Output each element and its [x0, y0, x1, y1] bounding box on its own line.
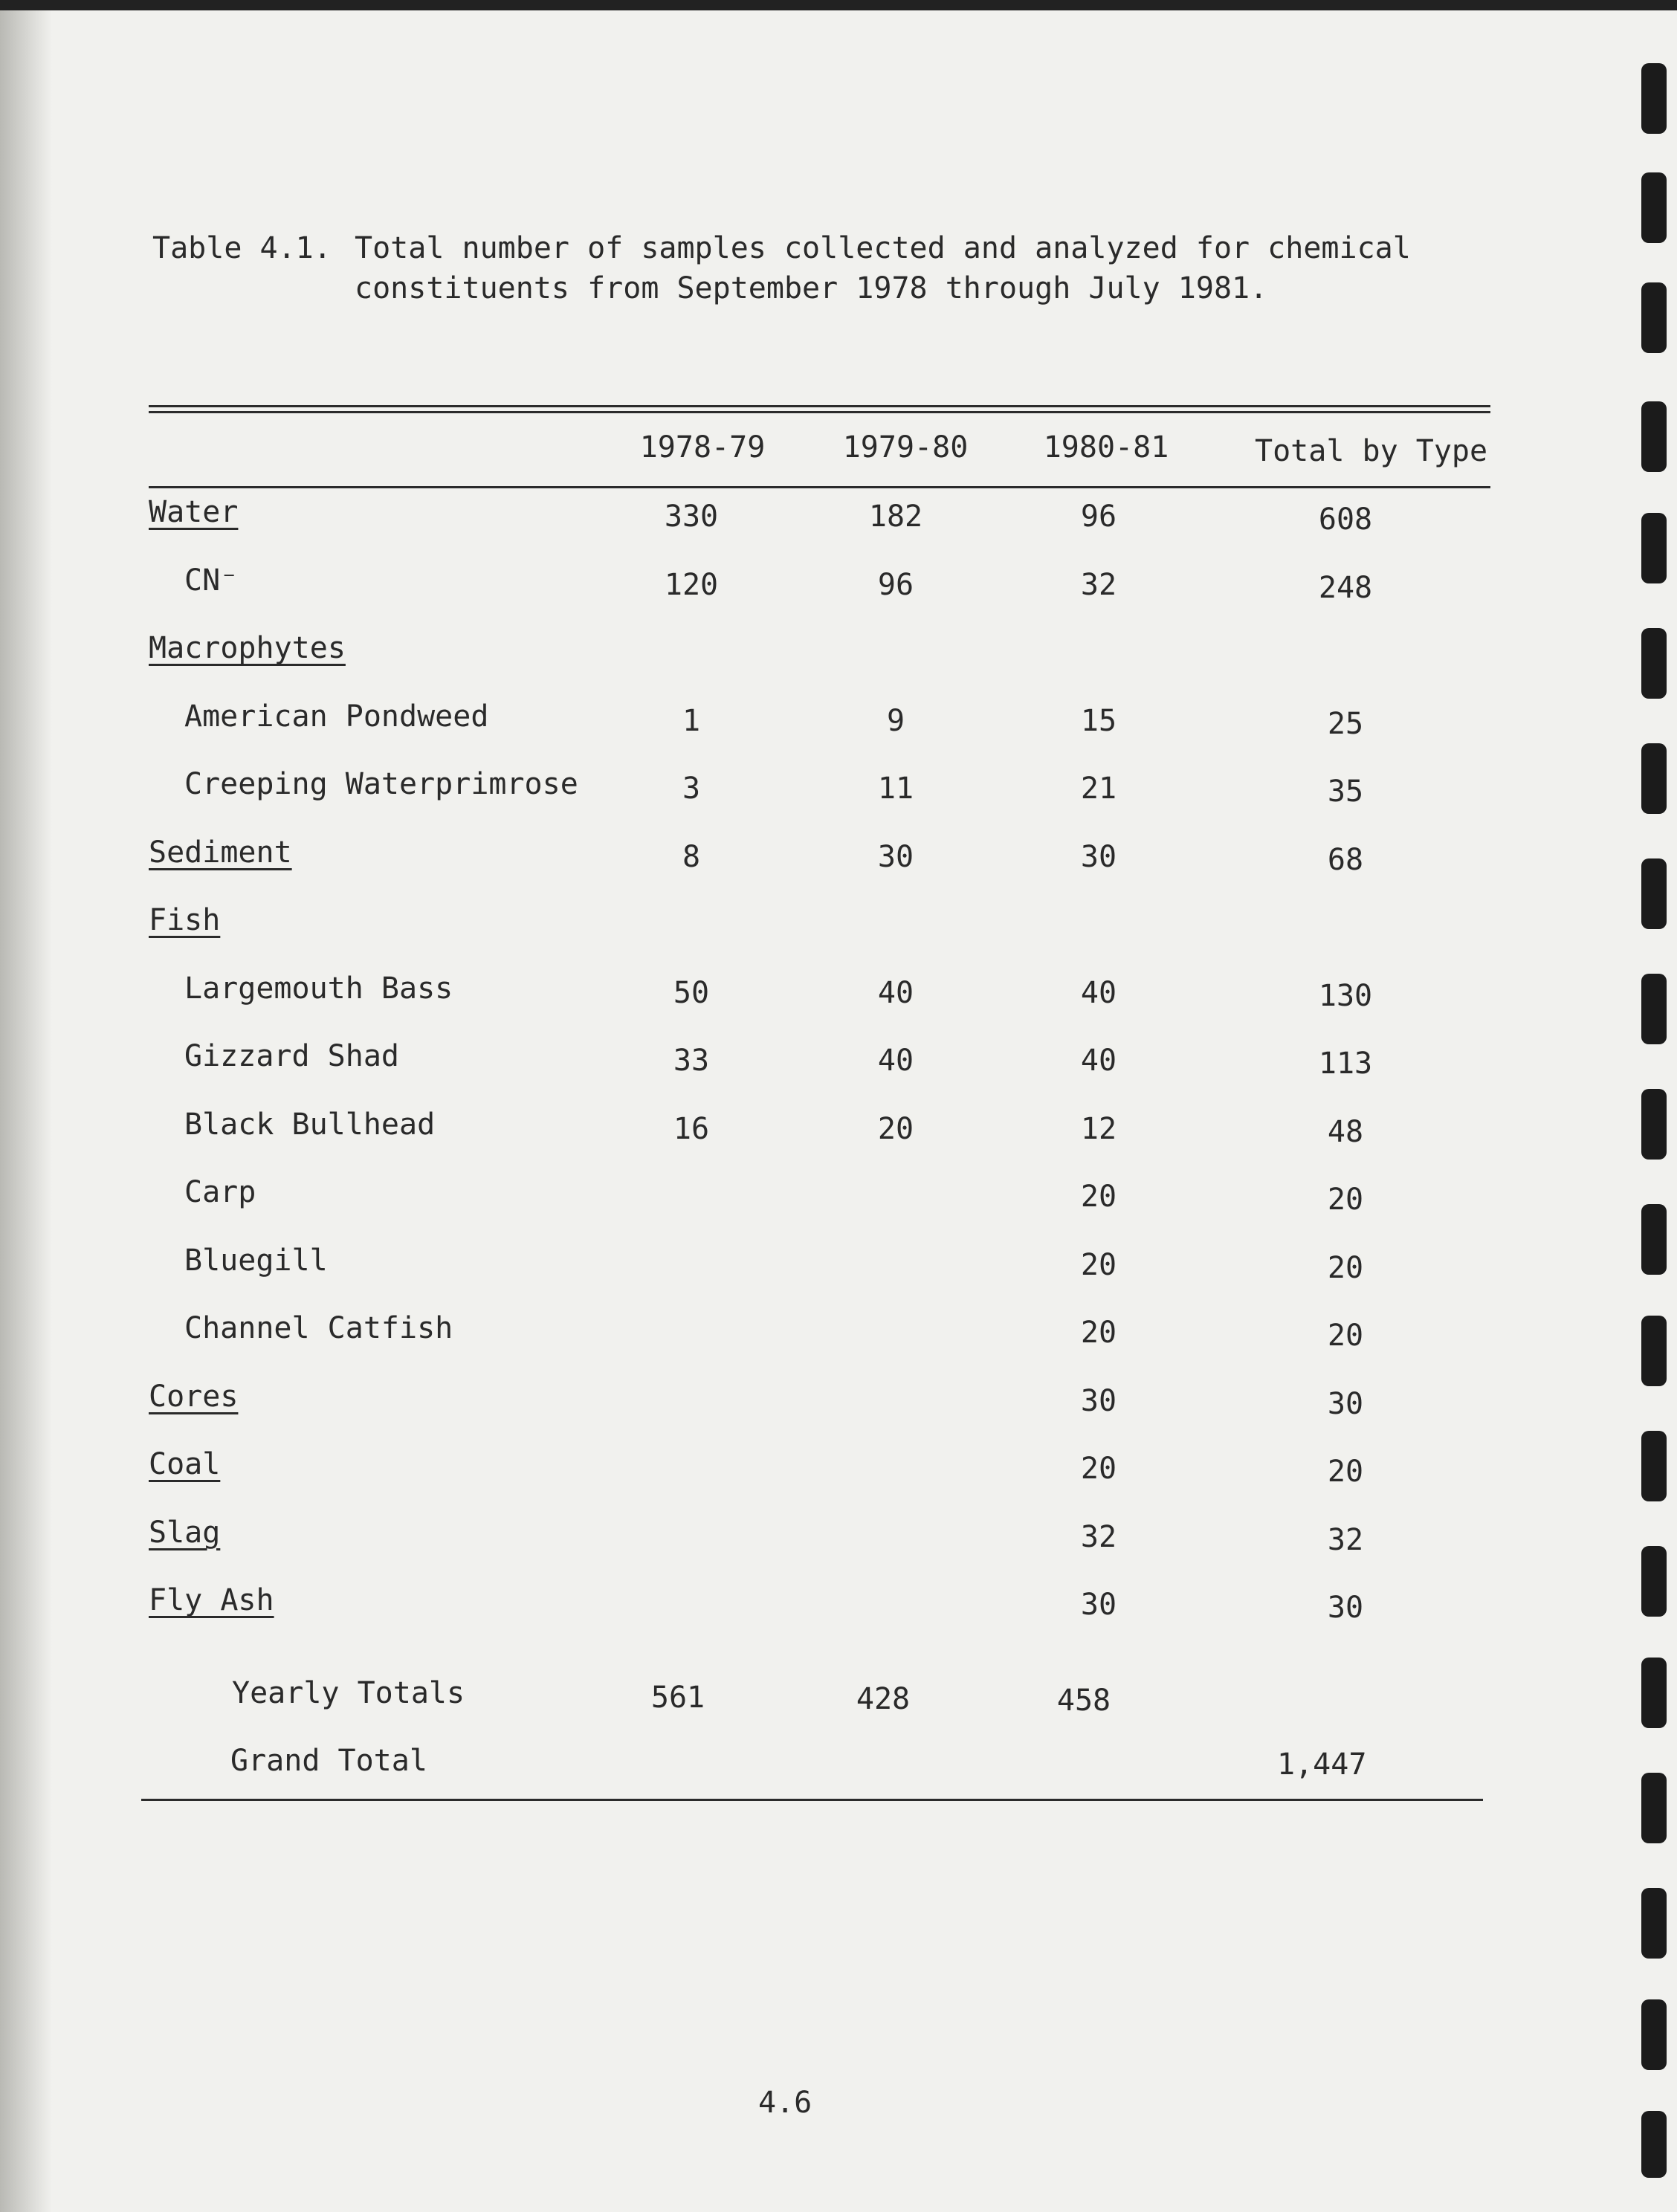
grand-total-label: Grand Total	[230, 1744, 427, 1778]
row-total-cell: 35	[1327, 774, 1364, 809]
row-total-cell: 68	[1327, 843, 1364, 877]
table-top-rule	[149, 405, 1490, 407]
row-year-cell: 30	[1080, 840, 1117, 874]
yearly-total-1980-81: 458	[1056, 1684, 1111, 1718]
row-item-label: Bluegill	[184, 1244, 328, 1278]
row-year-cell: 40	[877, 1044, 914, 1078]
row-item-label: Gizzard Shad	[184, 1039, 399, 1073]
binder-hole	[1641, 1888, 1667, 1959]
row-year-cell: 96	[877, 568, 914, 602]
row-item-label: Largemouth Bass	[184, 971, 453, 1006]
row-item-label: Black Bullhead	[184, 1107, 436, 1142]
yearly-total-1978-79: 561	[650, 1681, 705, 1715]
binder-hole	[1641, 1204, 1667, 1275]
row-year-cell: 11	[877, 772, 914, 806]
header-bottom-rule	[149, 486, 1490, 488]
binder-hole	[1641, 974, 1667, 1044]
table-caption	[152, 229, 1411, 422]
row-category-label: Sediment	[149, 835, 292, 870]
row-year-cell: 32	[1080, 1520, 1117, 1554]
header-1978-79: 1978-79	[639, 430, 766, 465]
binder-hole	[1641, 858, 1667, 929]
row-total-cell: 113	[1318, 1047, 1373, 1081]
yearly-total-1979-80: 428	[856, 1682, 911, 1716]
row-year-cell: 15	[1080, 704, 1117, 738]
row-year-cell: 12	[1080, 1112, 1117, 1146]
row-year-cell: 30	[877, 840, 914, 874]
row-year-cell: 21	[1080, 772, 1117, 806]
caption-label: Table 4.1.	[152, 231, 332, 265]
row-year-cell: 120	[664, 568, 719, 602]
row-year-cell: 32	[1080, 568, 1117, 602]
row-category-label: Fly Ash	[149, 1583, 274, 1617]
table-bottom-rule	[141, 1799, 1483, 1801]
row-total-cell: 30	[1327, 1591, 1364, 1625]
binder-hole	[1641, 1658, 1667, 1728]
binder-hole	[1641, 1999, 1667, 2070]
row-total-cell: 30	[1327, 1387, 1364, 1421]
row-item-label: Creeping Waterprimrose	[184, 767, 578, 801]
row-total-cell: 130	[1318, 979, 1373, 1013]
yearly-totals-label: Yearly Totals	[232, 1676, 465, 1710]
row-year-cell: 330	[664, 499, 719, 534]
row-year-cell: 8	[682, 840, 701, 874]
row-item-label: Channel Catfish	[184, 1311, 453, 1345]
row-category-label: Macrophytes	[149, 631, 346, 665]
row-total-cell: 32	[1327, 1523, 1364, 1557]
row-year-cell: 40	[1080, 1044, 1117, 1078]
binder-hole	[1641, 401, 1667, 472]
row-year-cell: 1	[682, 704, 701, 738]
row-year-cell: 20	[1080, 1180, 1117, 1214]
scan-top-border	[0, 0, 1677, 10]
row-total-cell: 20	[1327, 1183, 1364, 1217]
header-1979-80: 1979-80	[842, 430, 969, 465]
page-number: 4.6	[758, 2086, 812, 2120]
row-year-cell: 33	[673, 1044, 710, 1078]
row-year-cell: 30	[1080, 1384, 1117, 1418]
row-year-cell: 9	[886, 704, 905, 738]
binder-hole	[1641, 628, 1667, 699]
row-category-label: Slag	[149, 1516, 221, 1550]
row-year-cell: 50	[673, 976, 710, 1010]
row-total-cell: 248	[1318, 571, 1373, 605]
binder-hole	[1641, 1431, 1667, 1501]
binder-hole	[1641, 1546, 1667, 1617]
binder-hole	[1641, 1773, 1667, 1843]
row-year-cell: 182	[868, 499, 923, 534]
row-year-cell: 20	[1080, 1248, 1117, 1282]
binder-hole	[1641, 63, 1667, 134]
row-year-cell: 20	[1080, 1316, 1117, 1350]
row-category-label: Cores	[149, 1380, 239, 1414]
header-total-by-type: Total by Type	[1255, 434, 1488, 468]
row-total-cell: 25	[1327, 707, 1364, 741]
header-1980-81: 1980-81	[1043, 430, 1169, 465]
table-top-rule-2	[149, 411, 1490, 413]
binder-hole	[1641, 1089, 1667, 1160]
row-category-label: Water	[149, 495, 239, 529]
row-year-cell: 30	[1080, 1588, 1117, 1622]
row-item-label: American Pondweed	[184, 699, 489, 734]
row-total-cell: 48	[1327, 1115, 1364, 1149]
scan-shadow	[0, 0, 52, 2212]
binder-hole	[1641, 1316, 1667, 1386]
row-year-cell: 20	[877, 1112, 914, 1146]
row-category-label: Fish	[149, 903, 221, 937]
binder-hole	[1641, 743, 1667, 814]
row-year-cell: 40	[877, 976, 914, 1010]
binder-hole	[1641, 172, 1667, 243]
row-item-label: CN⁻	[184, 563, 239, 598]
row-total-cell: 20	[1327, 1319, 1364, 1353]
row-total-cell: 20	[1327, 1251, 1364, 1285]
binder-hole	[1641, 2111, 1667, 2178]
grand-total-value: 1,447	[1277, 1747, 1367, 1782]
row-item-label: Carp	[184, 1175, 256, 1209]
row-total-cell: 608	[1318, 502, 1373, 537]
row-total-cell: 20	[1327, 1455, 1364, 1489]
caption-line-1: Total number of samples collected and analyzed for chemical	[355, 231, 1411, 265]
row-year-cell: 96	[1080, 499, 1117, 534]
row-category-label: Coal	[149, 1447, 221, 1481]
binder-hole	[1641, 513, 1667, 583]
row-year-cell: 3	[682, 772, 701, 806]
row-year-cell: 16	[673, 1112, 710, 1146]
row-year-cell: 20	[1080, 1452, 1117, 1486]
row-year-cell: 40	[1080, 976, 1117, 1010]
caption-line-2: constituents from September 1978 through July 1981.	[355, 271, 1268, 305]
binder-hole	[1641, 282, 1667, 353]
